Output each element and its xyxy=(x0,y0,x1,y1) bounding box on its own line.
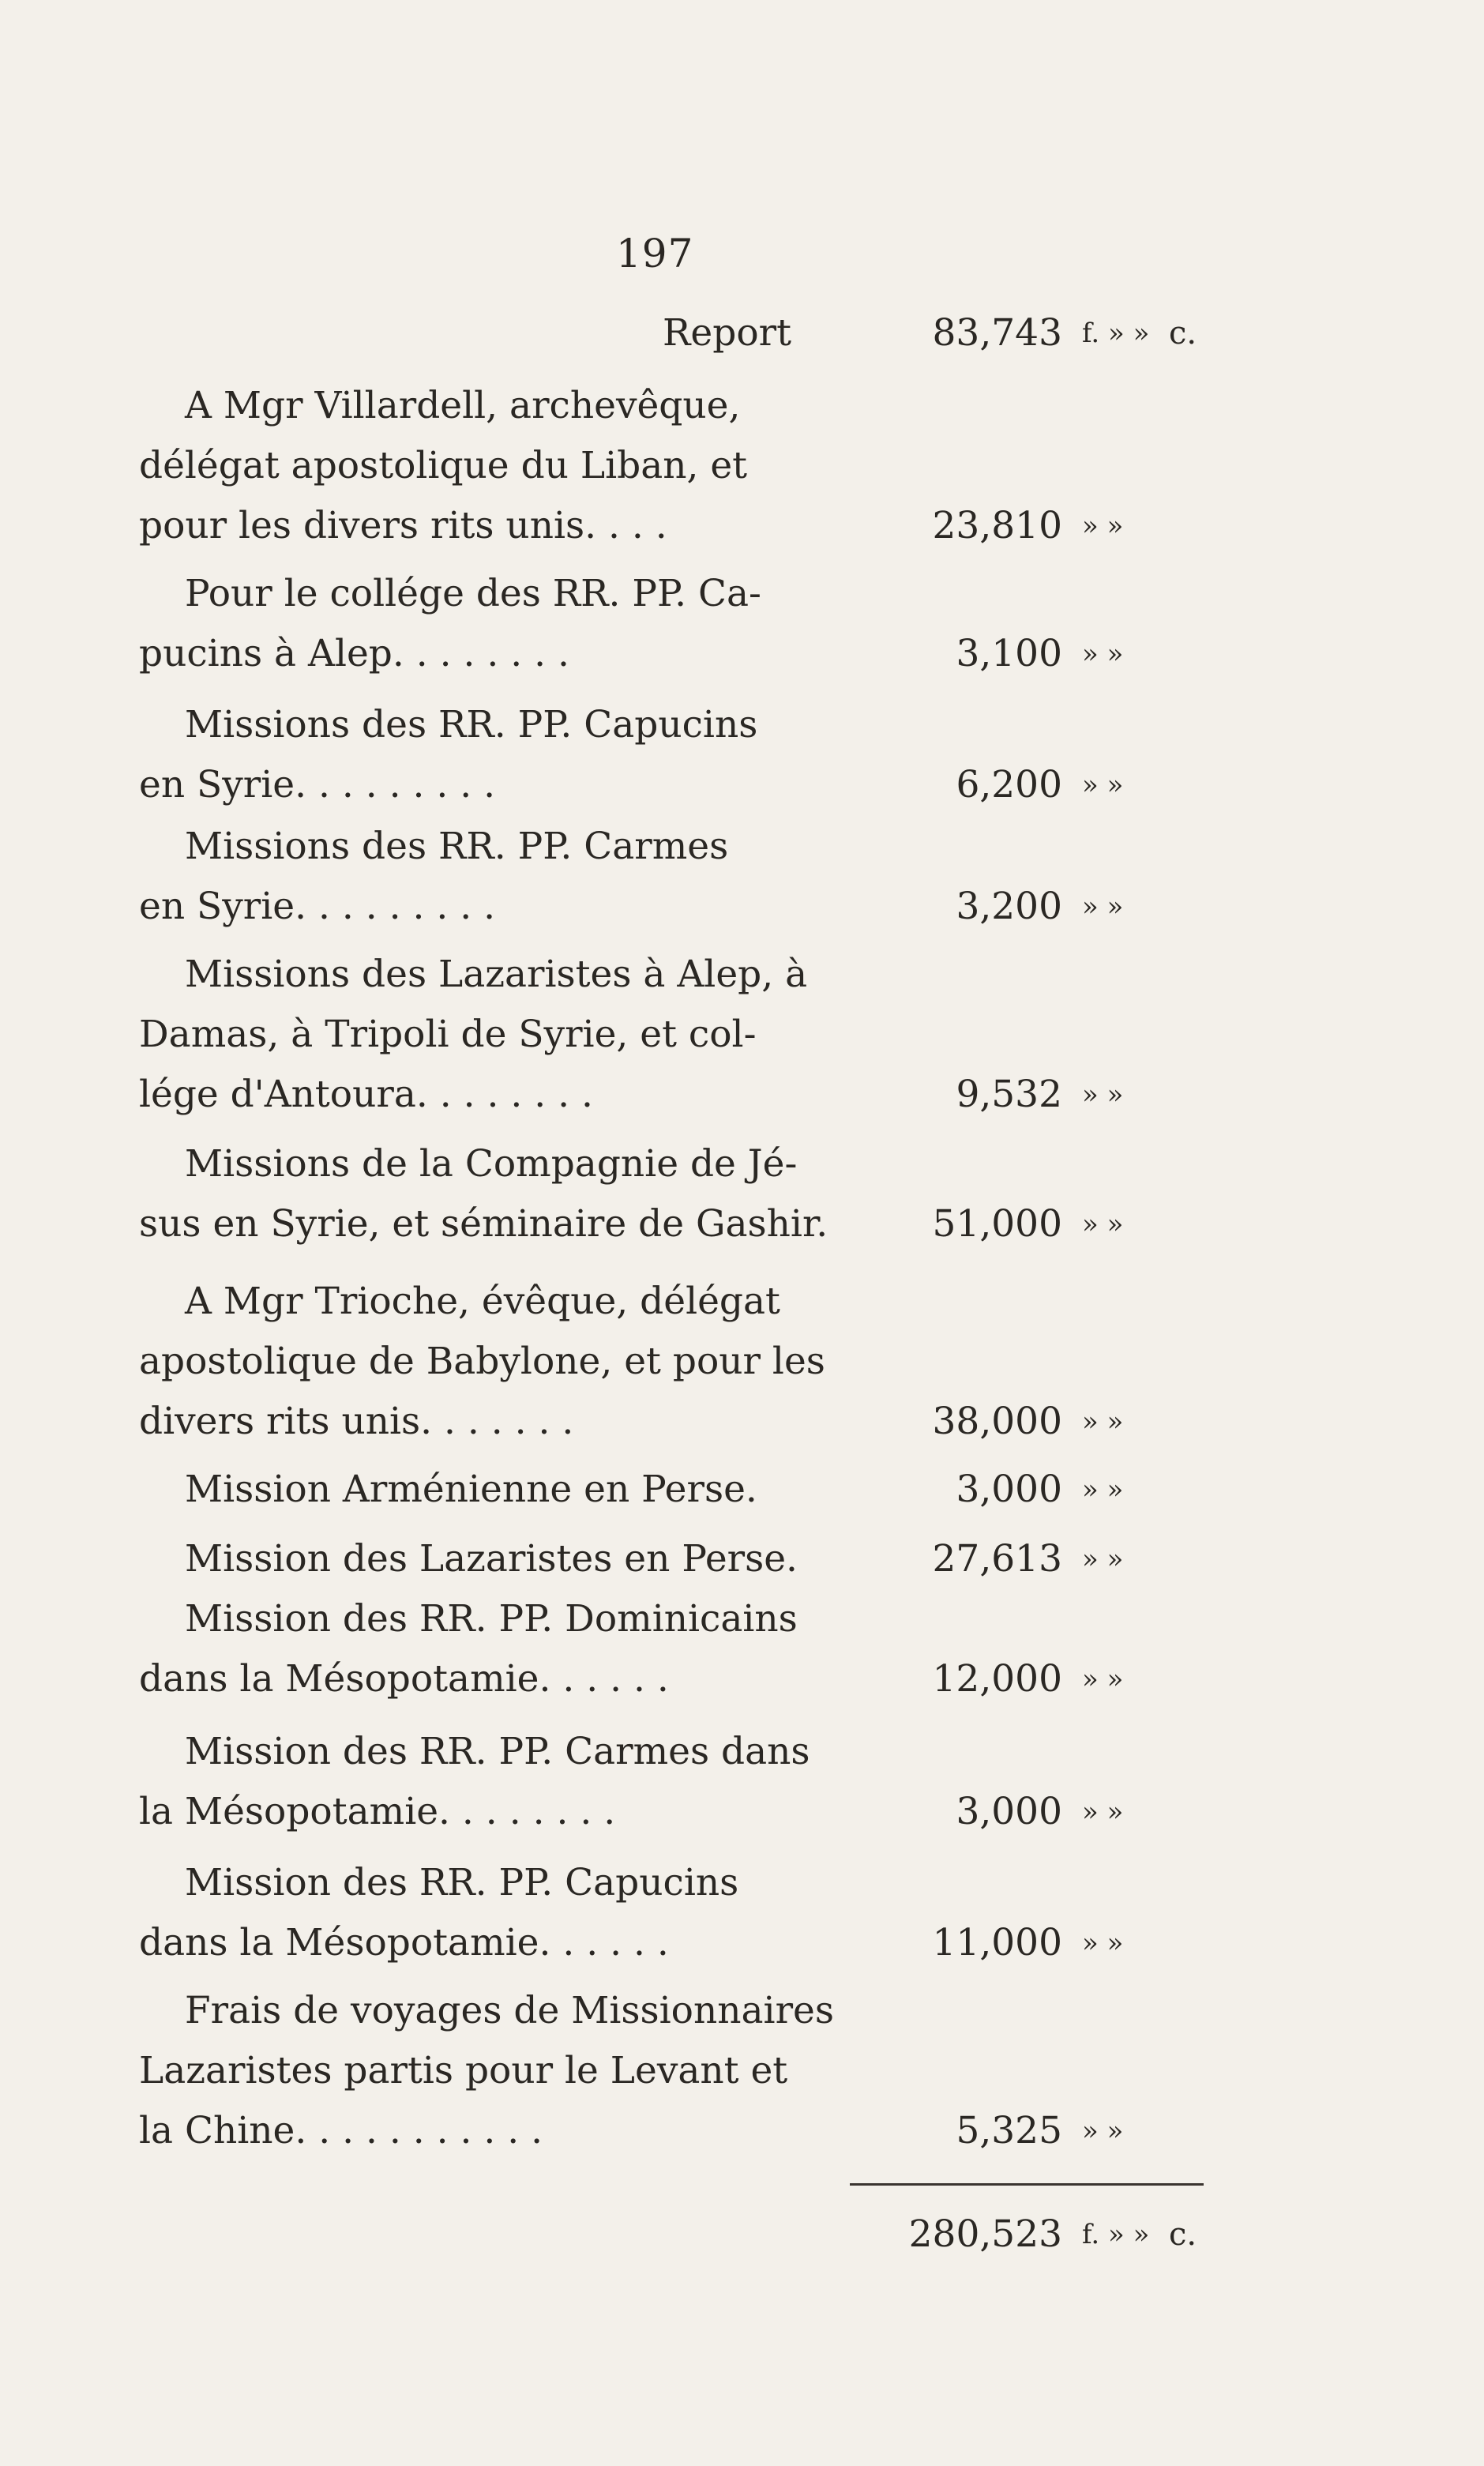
blank-mark: » » xyxy=(1082,510,1124,542)
blank-mark: » » xyxy=(1108,318,1150,349)
entry-line: Missions des RR. PP. Capucins xyxy=(185,703,758,746)
entry-description xyxy=(139,1460,791,1520)
entry-description xyxy=(139,1134,828,1254)
report-label: Report xyxy=(663,311,791,355)
entry-amount: 11,000 xyxy=(932,1921,1062,1964)
blank-mark: » » xyxy=(1082,1209,1124,1240)
entry-amount: 51,000 xyxy=(932,1202,1062,1246)
blank-mark: » » xyxy=(1082,1796,1124,1828)
entry-line: Missions des RR. PP. Carmes xyxy=(185,825,729,868)
entry-line: Pour le collége des RR. PP. Ca- xyxy=(185,572,761,615)
entry-line: Mission Arménienne en Perse. xyxy=(185,1468,757,1511)
entry-line: Mission des RR. PP. Dominicains xyxy=(185,1597,798,1641)
entry-amount: 23,810 xyxy=(932,504,1062,547)
entry-line: Frais de voyages de Missionnaires xyxy=(185,1989,834,2032)
currency-label: f. xyxy=(1082,318,1100,349)
entry-line: dans la Mésopotamie. . . . . . xyxy=(139,1921,669,1964)
entry-line: A Mgr Villardell, archevêque, xyxy=(185,384,741,427)
entry-amount: 9,532 xyxy=(956,1073,1062,1116)
report-amount: 83,743 xyxy=(932,311,1062,355)
blank-mark: » » xyxy=(1082,1079,1124,1111)
entry-description xyxy=(139,376,791,556)
total-amount: 280,523 xyxy=(908,2212,1062,2256)
page-number: 197 xyxy=(616,231,694,276)
entry-amount: 3,200 xyxy=(956,885,1062,928)
entry-line: sus en Syrie, et séminaire de Gashir. xyxy=(139,1202,828,1246)
entry-description xyxy=(139,817,791,937)
entry-line: Missions de la Compagnie de Jé- xyxy=(185,1142,798,1186)
entry-line: divers rits unis. . . . . . . xyxy=(139,1400,574,1443)
entry-line: pucins à Alep. . . . . . . . xyxy=(139,632,569,675)
entry-description xyxy=(139,945,808,1125)
entry-description xyxy=(139,1981,834,2161)
blank-mark: » » xyxy=(1082,1927,1124,1959)
entry-line: délégat apostolique du Liban, et xyxy=(139,444,748,487)
entry-line: dans la Mésopotamie. . . . . . xyxy=(139,1657,669,1701)
entry-description xyxy=(139,695,791,815)
blank-mark: » » xyxy=(1108,2219,1150,2250)
entry-amount: 38,000 xyxy=(932,1400,1062,1443)
entry-line: la Mésopotamie. . . . . . . . xyxy=(139,1790,616,1833)
blank-mark: » » xyxy=(1082,638,1124,670)
total-currency-mark xyxy=(1082,2205,1149,2265)
currency-label: f. xyxy=(1082,2219,1100,2250)
blank-mark: » » xyxy=(1082,1543,1124,1575)
entry-line: Mission des Lazaristes en Perse. xyxy=(185,1537,798,1581)
entry-amount: 3,000 xyxy=(956,1468,1062,1511)
entry-line: en Syrie. . . . . . . . . xyxy=(139,885,496,928)
entry-line: Damas, à Tripoli de Syrie, et col- xyxy=(139,1013,757,1056)
entry-amount: 12,000 xyxy=(932,1657,1062,1701)
entry-amount: 3,000 xyxy=(956,1790,1062,1833)
blank-mark: » » xyxy=(1082,769,1124,801)
entry-description xyxy=(139,1529,798,1589)
report-cents-label: c. xyxy=(1169,315,1197,351)
entry-line: Mission des RR. PP. Capucins xyxy=(185,1861,739,1904)
entry-line: apostolique de Babylone, et pour les xyxy=(139,1340,825,1383)
entry-line: en Syrie. . . . . . . . . xyxy=(139,763,496,806)
entry-description xyxy=(139,1853,791,1973)
entry-line: Lazaristes partis pour le Levant et xyxy=(139,2049,788,2092)
entry-amount: 3,100 xyxy=(956,632,1062,675)
blank-mark: » » xyxy=(1082,1663,1124,1695)
blank-mark: » » xyxy=(1082,891,1124,923)
entry-amount: 5,325 xyxy=(956,2109,1062,2152)
entry-description xyxy=(139,1272,825,1452)
entry-line: pour les divers rits unis. . . . xyxy=(139,504,667,547)
entry-line: Missions des Lazaristes à Alep, à xyxy=(185,953,808,996)
report-label-cell xyxy=(139,303,791,363)
entry-description xyxy=(139,1722,810,1842)
blank-mark: » » xyxy=(1082,1406,1124,1438)
blank-mark: » » xyxy=(1082,1474,1124,1506)
report-currency-mark xyxy=(1082,303,1149,363)
entry-amount: 6,200 xyxy=(956,763,1062,806)
entry-line: Mission des RR. PP. Carmes dans xyxy=(185,1730,810,1773)
total-rule xyxy=(850,2183,1204,2186)
entry-line: lége d'Antoura. . . . . . . . xyxy=(139,1073,593,1116)
total-cents-label: c. xyxy=(1169,2216,1197,2253)
entry-amount: 27,613 xyxy=(932,1537,1062,1581)
entry-line: A Mgr Trioche, évêque, délégat xyxy=(185,1280,780,1323)
blank-mark: » » xyxy=(1082,2115,1124,2147)
entry-description xyxy=(139,1589,798,1709)
entry-line: la Chine. . . . . . . . . . . xyxy=(139,2109,543,2152)
entry-description xyxy=(139,564,791,684)
